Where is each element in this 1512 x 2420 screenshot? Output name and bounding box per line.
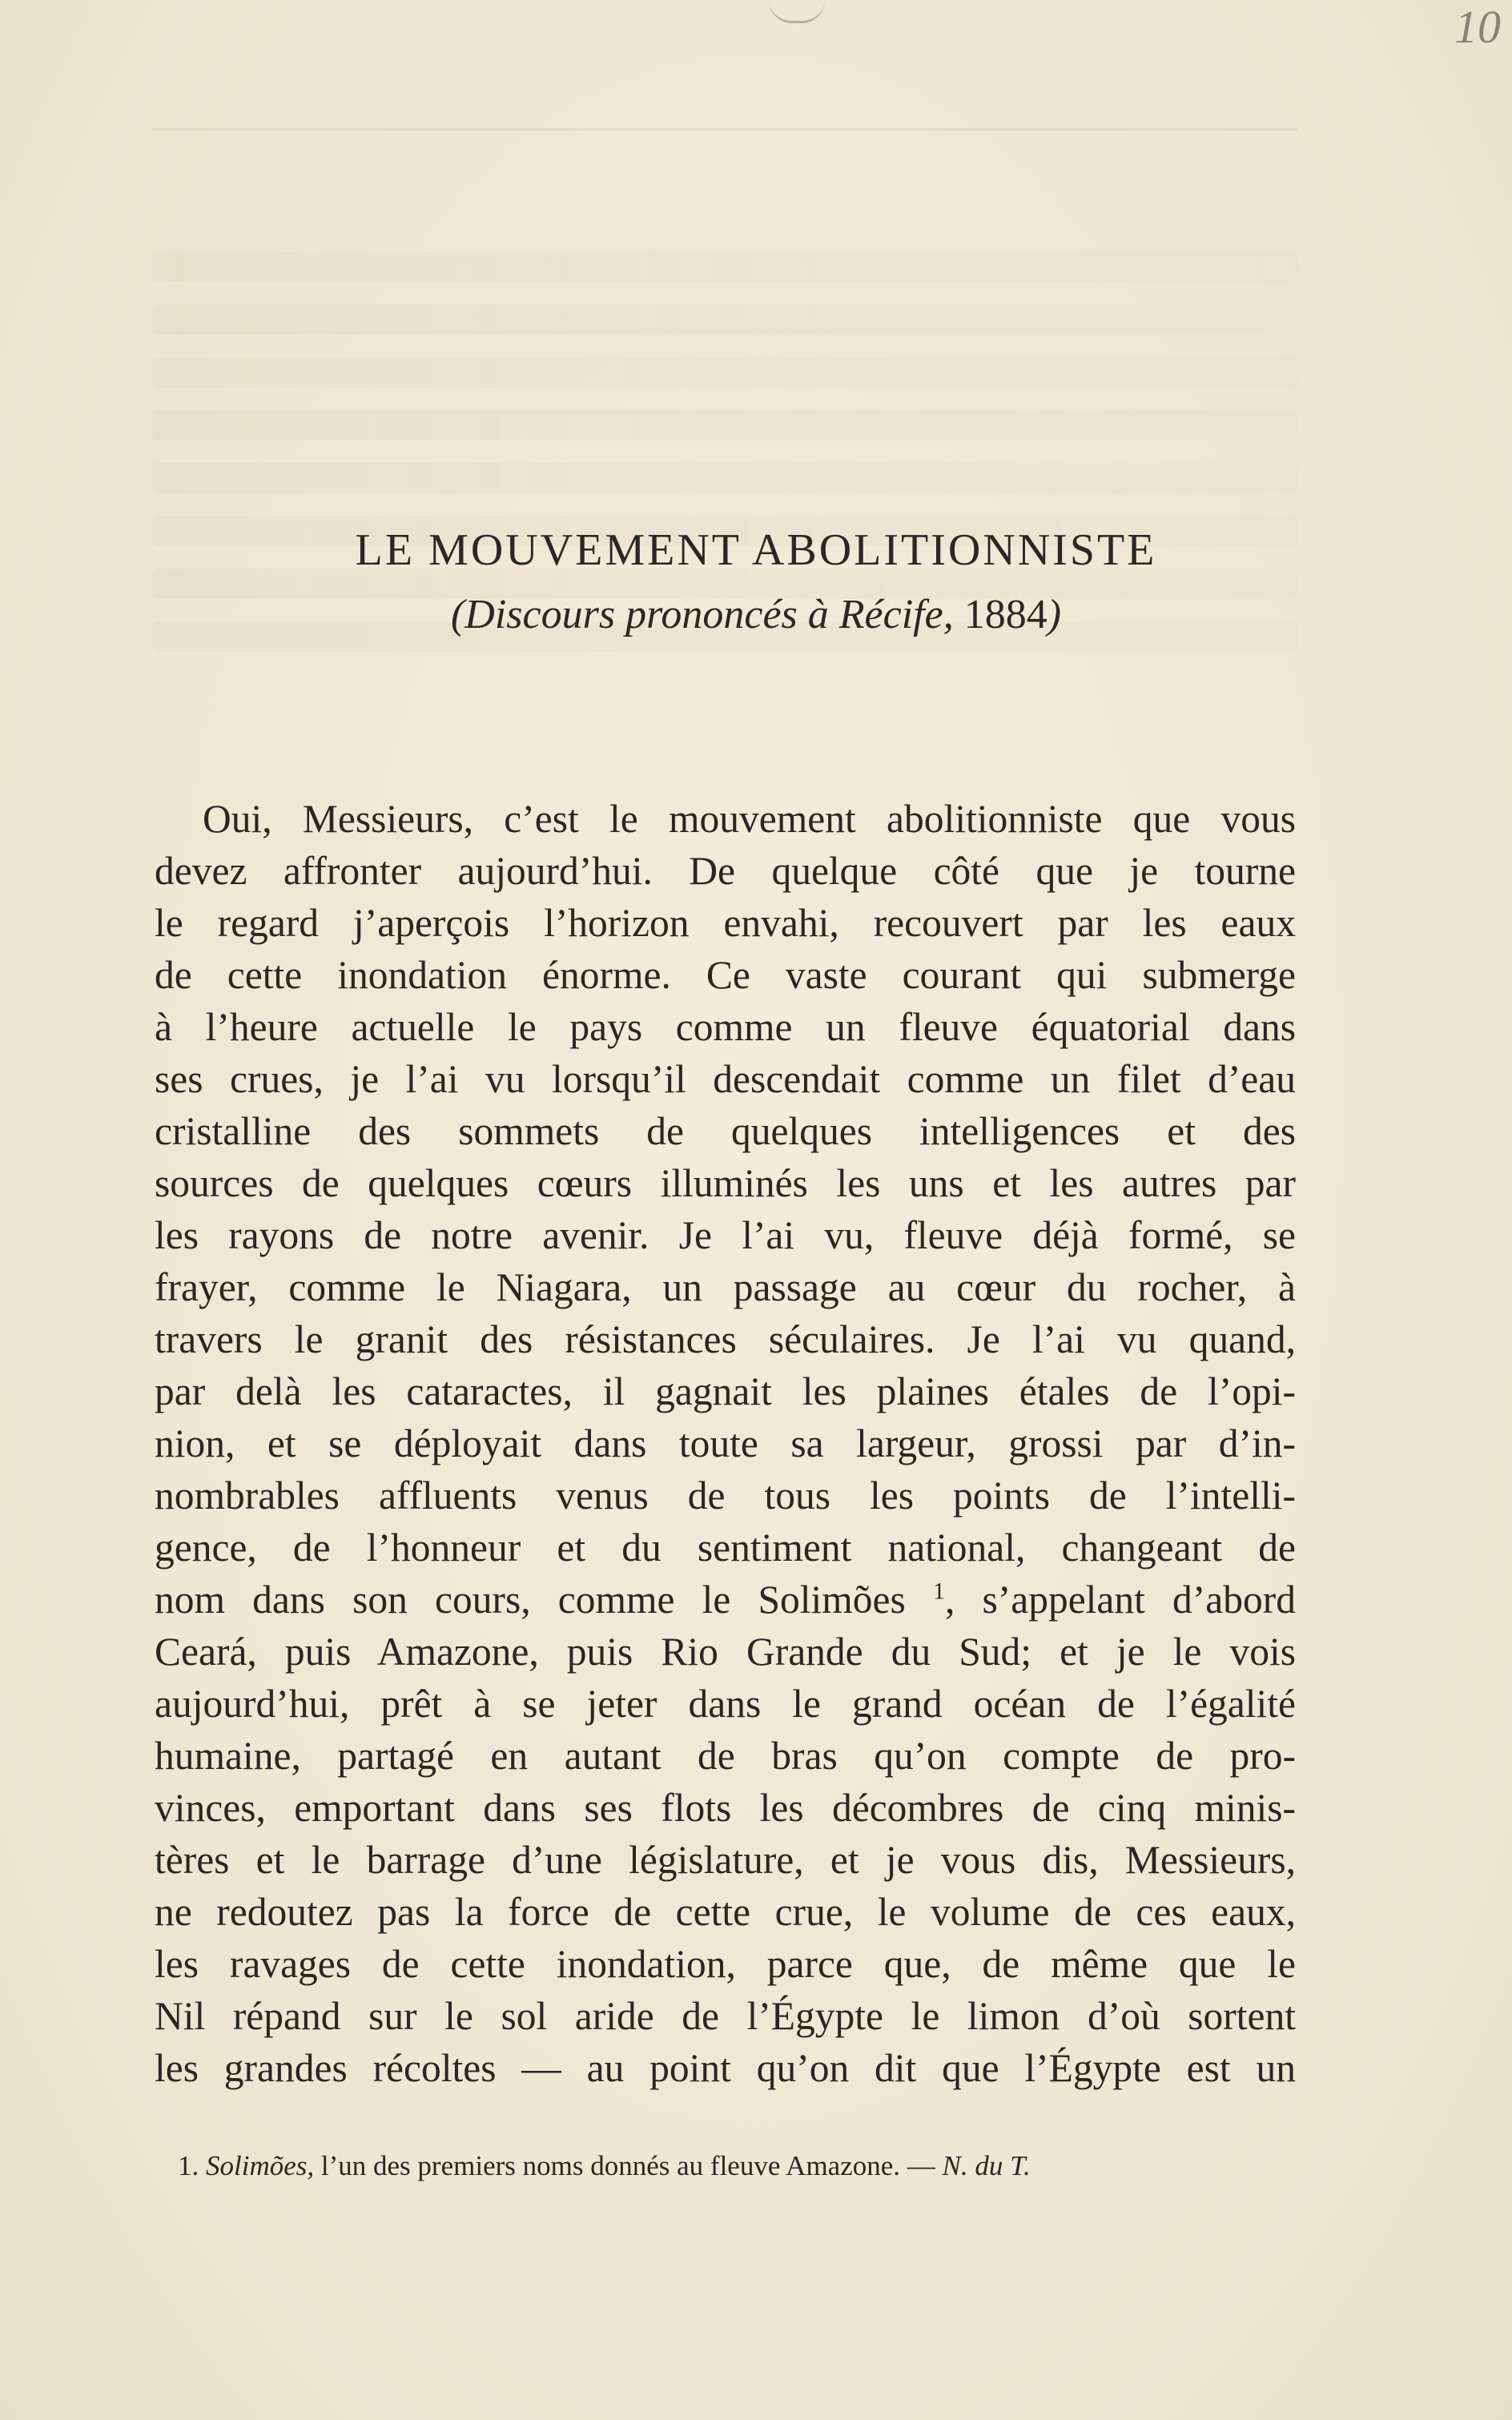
body-line: ne redoutez pas la force de cette crue, le volume de ces eaux, xyxy=(155,1890,1296,1934)
footnote-number: 1. xyxy=(178,2150,199,2181)
bleed-through-rule xyxy=(152,128,1297,131)
body-line: Oui, Messieurs, c’est le mouvement abolitionniste que vous xyxy=(203,797,1296,841)
body-line: humaine, partagé en autant de bras qu’on compte de pro- xyxy=(155,1734,1296,1778)
body-line: à l’heure actuelle le pays comme un fleuve équatorial dans xyxy=(155,1005,1296,1049)
body-line: devez affronter aujourd’hui. De quelque côté que je tourne xyxy=(155,849,1296,893)
body-line: ses crues, je l’ai vu lorsqu’il descendait comme un filet d’eau xyxy=(155,1057,1296,1101)
footnote-credit: N. du T. xyxy=(942,2150,1031,2181)
body-line-head: nom dans son cours, comme le Solimões xyxy=(155,1578,906,1622)
body-line: Nil répand sur le sol aride de l’Égypte le limon d’où sortent xyxy=(155,1994,1296,2038)
subtitle-year: 1884 xyxy=(963,592,1048,637)
body-line: les ravages de cette inondation, parce que, de même que le xyxy=(155,1942,1296,1986)
body-line: nombrables affluents venus de tous les points de l’intelli- xyxy=(155,1473,1296,1518)
chapter-title: LE MOUVEMENT ABOLITIONNISTE xyxy=(355,525,1157,575)
body-line-with-footnote-ref xyxy=(155,1574,1296,1626)
body-line: gence, de l’honneur et du sentiment national, changeant de xyxy=(155,1526,1296,1570)
body-line: cristalline des sommets de quelques intelligences et des xyxy=(155,1109,1296,1153)
footnote-text: l’un des premiers noms donnés au fleuve Amazone. — xyxy=(320,2150,935,2181)
body-line: les grandes récoltes — au point qu’on dit que l’Égypte est un xyxy=(155,2046,1296,2090)
footnote xyxy=(178,2150,1299,2182)
footnote-ref-marker: 1 xyxy=(932,1578,945,1605)
subtitle-close-paren: ) xyxy=(1047,592,1062,637)
body-line: aujourd’hui, prêt à se jeter dans le grand océan de l’égalité xyxy=(155,1682,1296,1726)
footnote-term: Solimões, xyxy=(206,2150,315,2181)
pencil-mark xyxy=(769,0,825,23)
body-line: de cette inondation énorme. Ce vaste courant qui submerge xyxy=(155,953,1296,997)
body-line: frayer, comme le Niagara, un passage au cœur du rocher, à xyxy=(155,1265,1296,1309)
body-line-tail: , s’appelant d’abord xyxy=(944,1578,1296,1622)
body-line: nion, et se déployait dans toute sa largeur, grossi par d’in- xyxy=(155,1421,1296,1465)
body-line: le regard j’aperçois l’horizon envahi, recouvert par les eaux xyxy=(155,901,1296,945)
body-line: tères et le barrage d’une législature, et je vous dis, Messieurs, xyxy=(155,1838,1296,1882)
body-line: les rayons de notre avenir. Je l’ai vu, fleuve déjà formé, se xyxy=(155,1213,1296,1257)
body-line: par delà les cataractes, il gagnait les plaines étales de l’opi- xyxy=(155,1369,1296,1413)
body-line: travers le granit des résistances séculaires. Je l’ai vu quand, xyxy=(155,1317,1296,1361)
chapter-subtitle xyxy=(0,591,1512,638)
subtitle-open-paren: ( xyxy=(450,592,465,637)
body-text xyxy=(155,793,1296,2094)
handwritten-corner-mark: 10 xyxy=(1454,1,1501,53)
body-line: Ceará, puis Amazone, puis Rio Grande du Sud; et je le vois xyxy=(155,1630,1296,1674)
bleed-through-header xyxy=(152,155,1297,195)
body-line: sources de quelques cœurs illuminés les uns et les autres par xyxy=(155,1161,1296,1205)
subtitle-italic: Discours prononcés à Récife, xyxy=(464,592,954,637)
body-line: vinces, emportant dans ses flots les décombres de cinq minis- xyxy=(155,1786,1296,1830)
